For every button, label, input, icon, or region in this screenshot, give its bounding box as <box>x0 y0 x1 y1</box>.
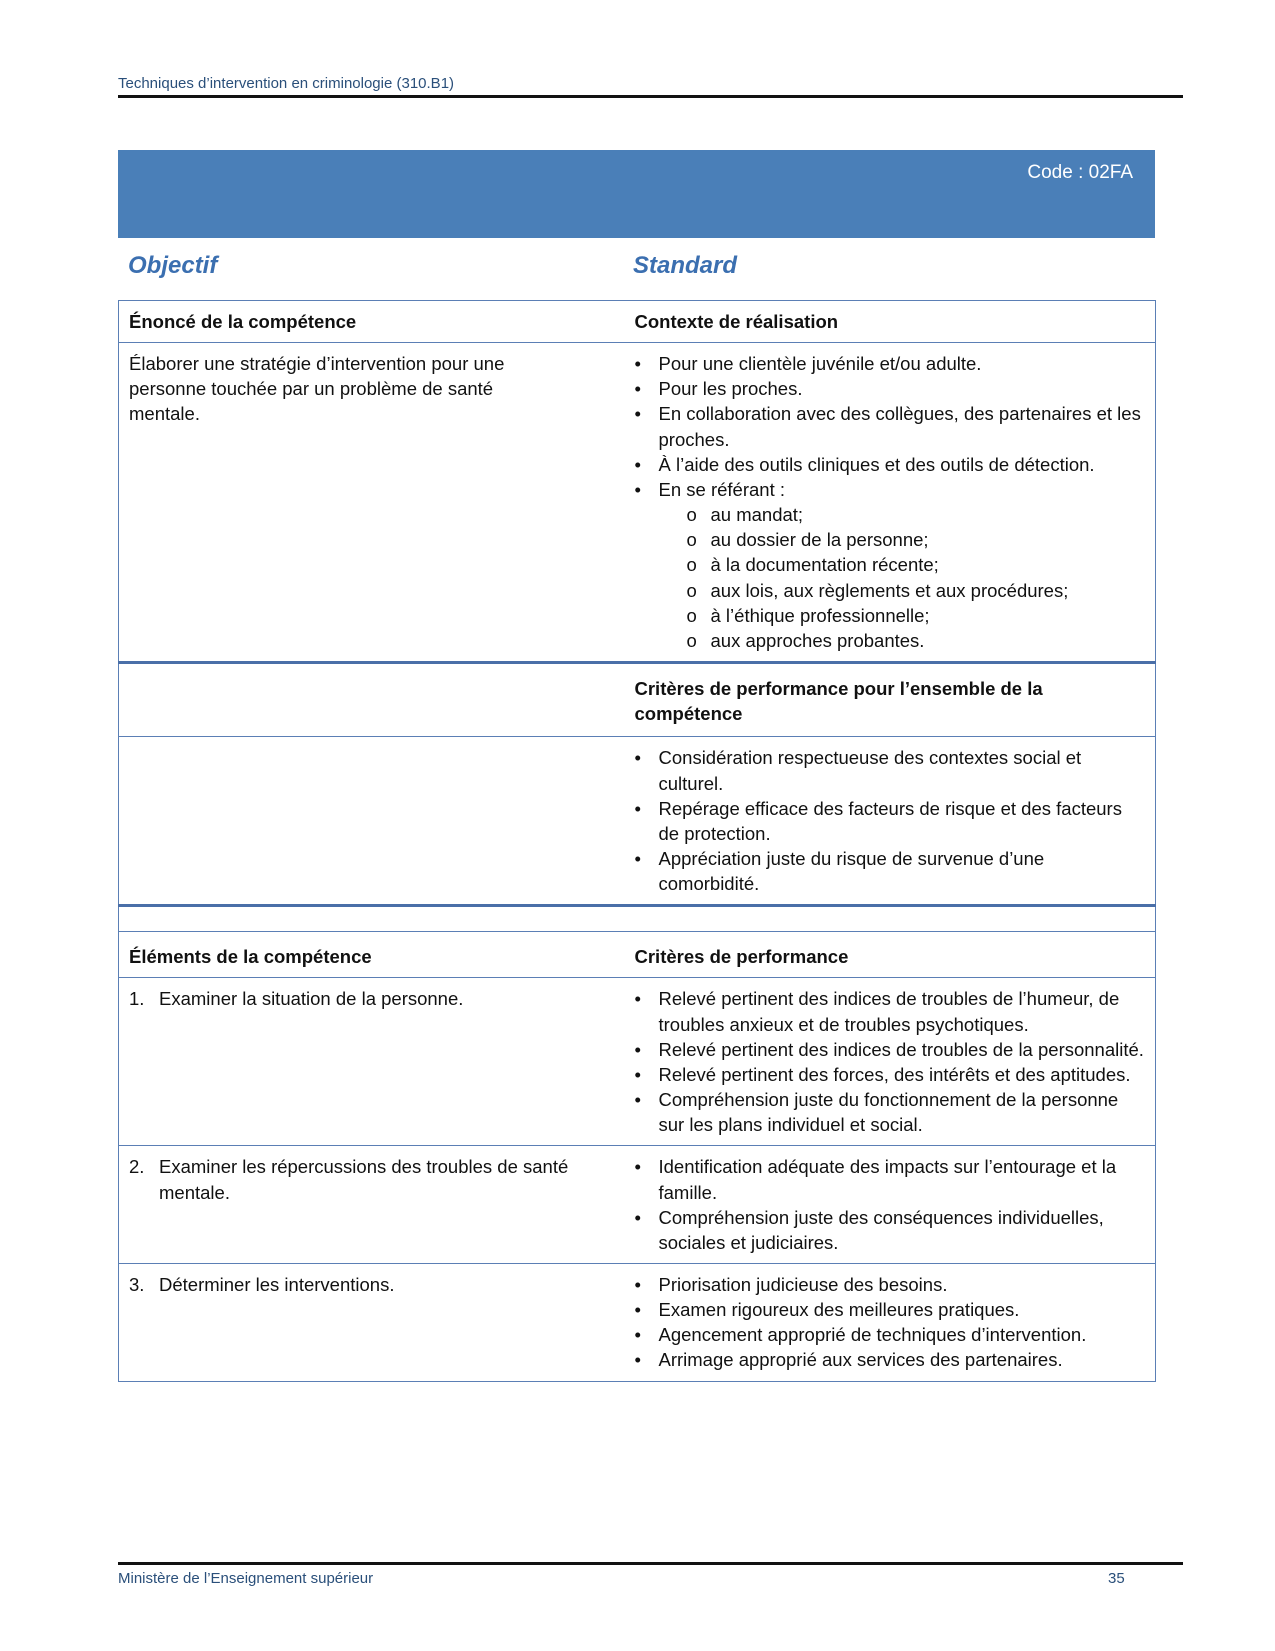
empty-cell <box>119 663 625 737</box>
sublist-item: o au dossier de la personne; <box>687 527 1146 552</box>
page-number: 35 <box>1108 1570 1125 1587</box>
list-item: • Identification adéquate des impacts sur l’entourage et la famille. <box>635 1154 1146 1204</box>
list-item <box>635 477 1146 653</box>
footer-rule <box>118 1562 1183 1565</box>
element-number: 1. <box>129 988 145 1010</box>
objectif-title: Objectif <box>128 252 218 279</box>
criteres-cell <box>625 1146 1156 1264</box>
list-item: • Repérage efficace des facteurs de risque et des facteurs de protection. <box>635 796 1146 846</box>
sublist-item: o à l’éthique professionnelle; <box>687 603 1146 628</box>
spacer-cell <box>625 906 1156 932</box>
criteres-ensemble-heading: Critères de performance pour l’ensemble de la compétence <box>625 663 1156 737</box>
competency-banner <box>118 150 1155 238</box>
criteres-heading: Critères de performance <box>625 932 1156 978</box>
list-item: • Pour une clientèle juvénile et/ou adulte. <box>635 351 1146 376</box>
list-item: • Compréhension juste du fonctionnement de la personne sur les plans individuel et social. <box>635 1087 1146 1137</box>
sublist-item: o aux lois, aux règlements et aux procédures; <box>687 578 1146 603</box>
list-item: • Priorisation judicieuse des besoins. <box>635 1272 1146 1297</box>
contexte-sublist <box>659 502 1146 653</box>
list-item: • À l’aide des outils cliniques et des outils de détection. <box>635 452 1146 477</box>
criteres-ensemble-list <box>635 745 1146 896</box>
criteres-list <box>635 1272 1146 1373</box>
sublist-item: o aux approches probantes. <box>687 628 1146 653</box>
list-item: • En collaboration avec des collègues, des partenaires et les proches. <box>635 401 1146 451</box>
list-item-label: En se référant : <box>658 478 785 500</box>
criteres-list <box>635 1154 1146 1255</box>
element-cell <box>119 1146 625 1264</box>
contexte-list <box>635 351 1146 653</box>
competency-code: Code : 02FA <box>1027 162 1133 183</box>
sublist-item: o à la documentation récente; <box>687 552 1146 577</box>
criteres-cell <box>625 978 1156 1146</box>
list-item: • Relevé pertinent des indices de troubles de la personnalité. <box>635 1037 1146 1062</box>
list-item: • Arrimage approprié aux services des partenaires. <box>635 1347 1146 1372</box>
standard-title: Standard <box>633 252 738 279</box>
element-text: Examiner les répercussions des troubles de santé mentale. <box>159 1156 569 1203</box>
running-header: Techniques d’intervention en criminologie (310.B1) <box>118 75 455 92</box>
element-text: Déterminer les interventions. <box>159 1274 395 1295</box>
empty-cell <box>119 737 625 906</box>
header-rule <box>118 95 1183 98</box>
list-item: • Compréhension juste des conséquences individuelles, sociales et judiciaires. <box>635 1205 1146 1255</box>
list-item: • Relevé pertinent des indices de troubles de l’humeur, de troubles anxieux et de troubles psychotiques. <box>635 986 1146 1036</box>
criteres-ensemble-cell <box>625 737 1156 906</box>
element-text: Examiner la situation de la personne. <box>159 988 464 1010</box>
footer-ministry: Ministère de l’Enseignement supérieur <box>118 1570 374 1587</box>
list-item: • Appréciation juste du risque de survenue d’une comorbidité. <box>635 846 1146 896</box>
elements-heading: Éléments de la compétence <box>119 932 625 978</box>
contexte-heading: Contexte de réalisation <box>625 301 1156 343</box>
enonce-text: Élaborer une stratégie d’intervention pour une personne touchée par un problème de santé mentale. <box>119 343 625 663</box>
contexte-cell <box>625 343 1156 663</box>
element-number: 2. <box>129 1156 145 1178</box>
list-item: • Relevé pertinent des forces, des intérêts et des aptitudes. <box>635 1062 1146 1087</box>
element-number: 3. <box>129 1274 145 1295</box>
sublist-item: o au mandat; <box>687 502 1146 527</box>
list-item: • Examen rigoureux des meilleures pratiques. <box>635 1297 1146 1322</box>
list-item: • Considération respectueuse des contextes social et culturel. <box>635 745 1146 795</box>
competency-table <box>118 300 1156 1382</box>
criteres-list <box>635 986 1146 1137</box>
list-item: • Agencement approprié de techniques d’intervention. <box>635 1322 1146 1347</box>
element-cell <box>119 1264 625 1382</box>
enonce-heading: Énoncé de la compétence <box>119 301 625 343</box>
list-item: • Pour les proches. <box>635 376 1146 401</box>
element-cell <box>119 978 625 1146</box>
spacer-cell <box>119 906 625 932</box>
criteres-cell <box>625 1264 1156 1382</box>
